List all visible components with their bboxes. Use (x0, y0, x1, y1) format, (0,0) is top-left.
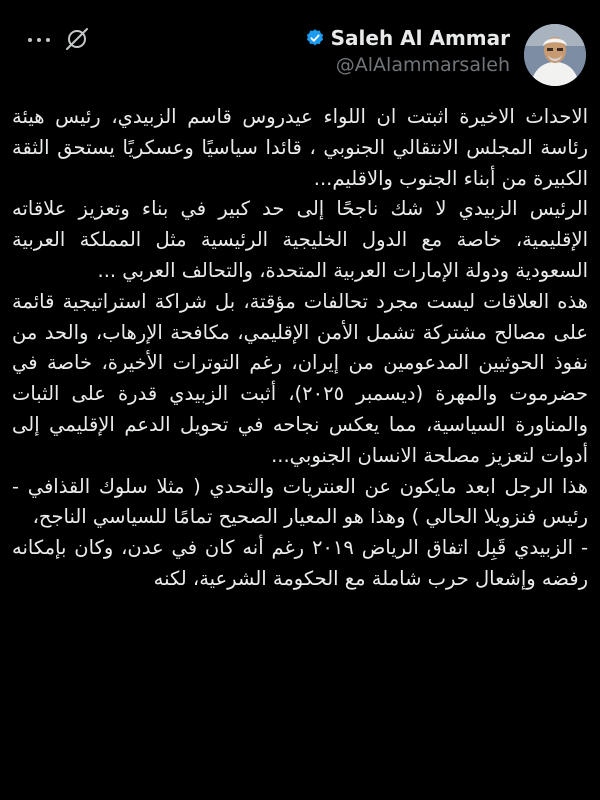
grok-icon (64, 26, 90, 52)
post-text (12, 102, 588, 595)
more-options-button[interactable] (28, 30, 50, 50)
post-paragraph: الرئيس الزبيدي لا شك ناجحًا إلى حد كبير في بناء وتعزيز علاقاته الإقليمية، خاصة مع الدول الخليجية الرئيسية مثل المملكة العربية السعودية ودولة الإمارات العربية المتحدة، والتحالف العربي ... (12, 197, 588, 282)
post-paragraph: الاحداث الاخيرة اثبتت ان اللواء عيدروس قاسم الزبيدي، رئيس هيئة رئاسة المجلس الانتقالي الجنوبي ، قائدا سياسيًا وعسكريًا يستحق الثقة الكبيرة من أبناء الجنوب والاقليم... (12, 105, 588, 190)
avatar[interactable] (524, 24, 586, 86)
more-options-icon (46, 38, 50, 42)
name-row (305, 26, 510, 50)
display-name[interactable]: Saleh Al Ammar (330, 26, 510, 50)
post-paragraph: - الزبيدي قَبِل اتفاق الرياض ٢٠١٩ رغم أنه كان في عدن، وكان بإمكانه رفضه وإشعال حرب شاملة مع الحكومة الشرعية، لكنه (12, 536, 588, 590)
post-header (0, 0, 600, 96)
user-handle[interactable]: @AlAlammarsaleh (335, 54, 510, 76)
grok-button[interactable] (64, 26, 90, 52)
post-paragraph: هذه العلاقات ليست مجرد تحالفات مؤقتة، بل شراكة استراتيجية قائمة على مصالح مشتركة تشمل الأمن الإقليمي، مكافحة الإرهاب، والحد من نفوذ الحوثيين المدعومين من إيران، رغم التوترات الأخيرة، خاصة في حضرموت والمهرة (ديسمبر ٢٠٢٥)، أثبت الزبيدي قدرة على الثبات والمناورة السياسية، مما يعكس نجاحه في تحويل الدعم الإقليمي إلى أدوات لتعزيز مصلحة الانسان الجنوبي... (12, 289, 588, 467)
verified-badge-icon (305, 28, 325, 48)
avatar-photo (524, 24, 586, 86)
more-options-icon (28, 38, 32, 42)
post-paragraph: هذا الرجل ابعد مايكون عن العنتريات والتحدي ( مثلا سلوك القذافي - رئيس فنزويلا الحالي ) وهذا هو المعيار الصحيح تمامًا للسياسي الناجح، (12, 474, 588, 529)
author-block[interactable] (305, 26, 510, 76)
more-options-icon (37, 38, 41, 42)
